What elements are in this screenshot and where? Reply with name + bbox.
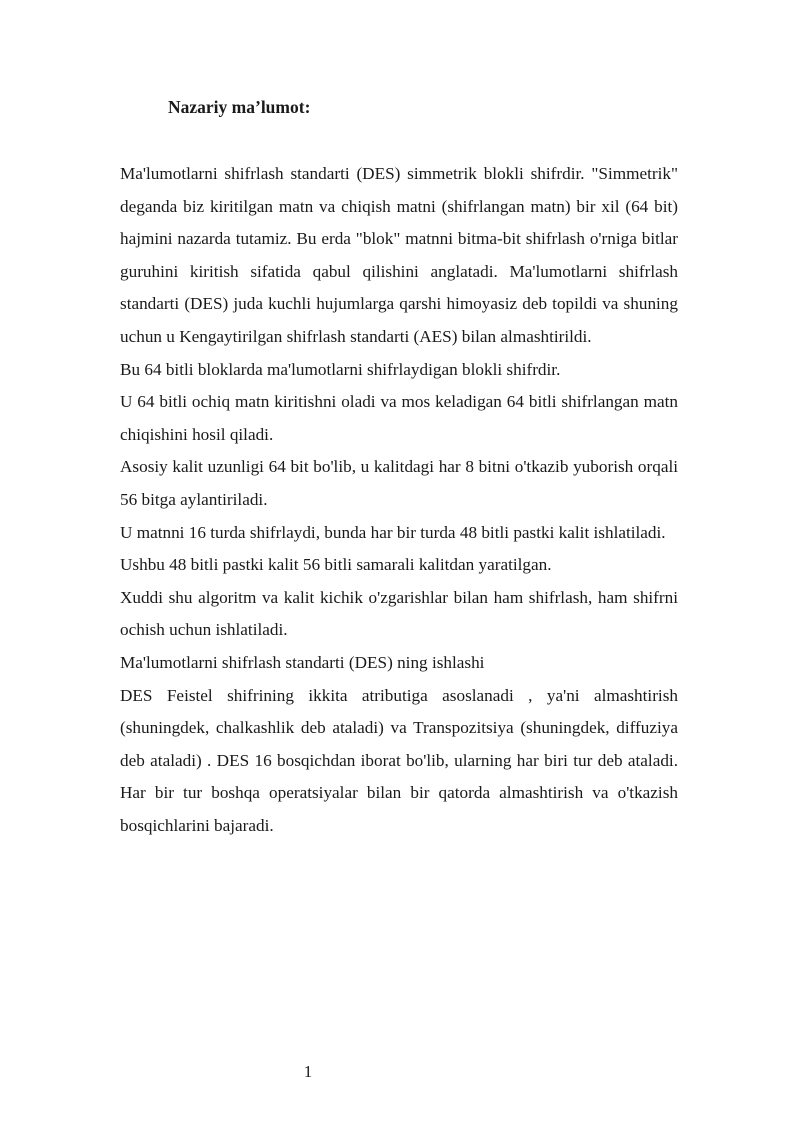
paragraph-des-operation-title: Ma'lumotlarni shifrlash standarti (DES) ning ishlashi [120, 652, 485, 672]
section-heading: Nazariy ma’lumot: [168, 97, 311, 117]
body-text [120, 158, 678, 842]
paragraph-decryption: Xuddi shu algoritm va kalit kichik o'zgarishlar bilan ham shifrlash, ham shifrni ochish uchun ishlatiladi. [120, 587, 678, 640]
paragraph-rounds: U matnni 16 turda shifrlaydi, bunda har bir turda 48 bitli pastki kalit ishlatiladi. [120, 522, 666, 542]
paragraph-block-size: Bu 64 bitli bloklarda ma'lumotlarni shifrlaydigan blokli shifrdir. [120, 359, 561, 379]
page-number: 1 [303, 1062, 313, 1081]
paragraph-des-intro: Ma'lumotlarni shifrlash standarti (DES) simmetrik blokli shifrdir. "Simmetrik" deganda biz kiritilgan matn va chiqish matni (shifrlangan matn) bir xil (64 bit) hajmini nazarda tutamiz. Bu erda "blok" matnni bitma-bit shifrlash o'rniga bitlar guruhini kiritish sifatida qabul qilishini anglatadi. Ma'lumotlarni shifrlash standarti (DES) juda kuchli hujumlarga qarshi himoyasiz deb topildi va shuning uchun u Kengaytirilgan shifrlash standarti (AES) bilan almashtirildi. [120, 164, 678, 346]
paragraph-subkey: Ushbu 48 bitli pastki kalit 56 bitli samarali kalitdan yaratilgan. [120, 555, 552, 575]
paragraph-feistel: DES Feistel shifrining ikkita atributiga asoslanadi , ya'ni almashtirish (shuningdek, chalkashlik deb ataladi) va Transpozitsiya (shuningdek, diffuziya deb ataladi) . DES 16 bosqichdan iborat bo'lib, ularning har biri tur deb ataladi. Har bir tur boshqa operatsiyalar bilan bir qatorda almashtirish va o'tkazish bosqichlarini bajaradi. [120, 685, 678, 835]
paragraph-key-length: Asosiy kalit uzunligi 64 bit bo'lib, u kalitdagi har 8 bitni o'tkazib yuborish orqali 56 bitga aylantiriladi. [120, 457, 678, 509]
paragraph-plaintext-input: U 64 bitli ochiq matn kiritishni oladi va mos keladigan 64 bitli shifrlangan matn chiqishini hosil qiladi. [120, 392, 678, 444]
